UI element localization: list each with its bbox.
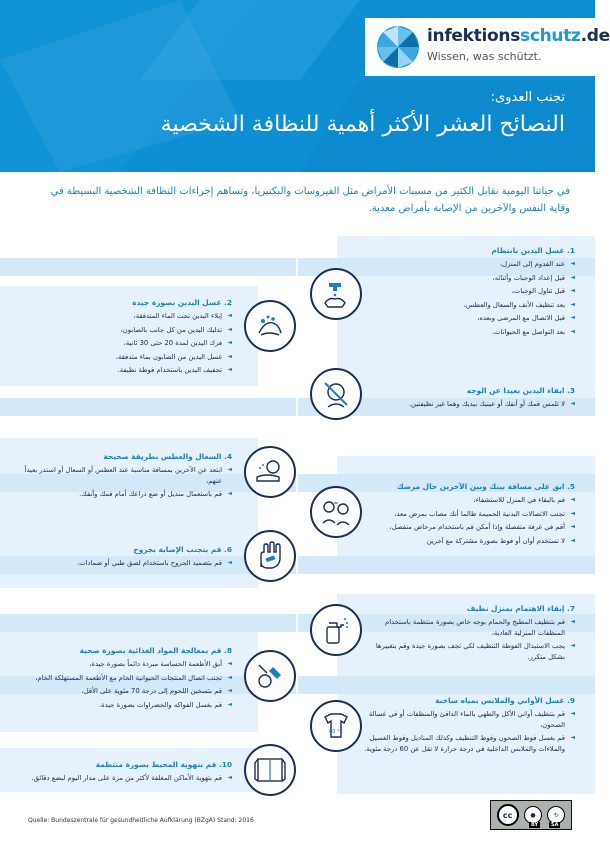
list-item: ◄ ابتعد عن الآخرين بمسافة مناسبة عند العطس أو السعال أو استدر بعيداً عنهم، xyxy=(16,465,232,486)
tip-4 xyxy=(16,452,232,503)
header-banner xyxy=(0,0,610,172)
open-window-icon xyxy=(244,744,296,796)
tip-9-list xyxy=(363,709,575,754)
list-item: ◄ قم بتهوية الأماكن المغلقة لأكثر من مرة على مدار اليوم لبضع دقائق. xyxy=(16,773,232,784)
list-item: ◄ قم بغسل الفواكه والخضراوات بصورة جيدة. xyxy=(16,700,232,711)
hands-lathering-icon xyxy=(244,300,296,352)
list-item: ◄ يجب الاستبدال الفوطة التنظيف لكي تجف بصورة جيدة وقم بتغييرها بشكل متكرر. xyxy=(363,641,575,662)
list-item: ◄ بعد التواصل مع الحيوانات. xyxy=(363,327,575,338)
list-item: ◄ قم باستعمال منديل أو ضع ذراعك أمام فمك وأنفك. xyxy=(16,489,232,500)
cc-license-badge[interactable] xyxy=(490,800,572,830)
tip-4-title: 4. السعال والعطس بطريقة صحيحة xyxy=(103,452,232,461)
hand-washing-tap-icon xyxy=(310,268,362,320)
brand-name: infektionsschutz.de xyxy=(427,26,610,46)
list-item: ◄ عند القدوم إلى المنزل، xyxy=(363,259,575,270)
logo[interactable] xyxy=(365,18,610,76)
license-sa-label: SA xyxy=(551,822,559,828)
tip-8-list xyxy=(16,659,232,710)
share-alike-icon: ↻ xyxy=(547,806,565,824)
tip-7-list xyxy=(363,617,575,662)
tip-3-title: 3. ابقاء اليدين بعيدا عن الوجه xyxy=(466,386,575,395)
tip-1 xyxy=(363,246,575,341)
intro-paragraph: في حياتنا اليومية نقابل الكثير من مسببات الأمراض مثل الفيروسات والبكتيريا، وتساهم إجراءات النظافة الشخصية البسيطة في وقاية النفس والآخرين من الإصابة بأمراض معدية. xyxy=(50,186,570,214)
cc-icon: cc xyxy=(497,804,519,826)
list-item: ◄ فرك اليدين لمدة 20 حتى 30 ثانية، xyxy=(16,338,232,349)
list-item: ◄ تجنب اتصال المنتجات الحيوانية الخام مع الأطعمة المستهلكة الخام، xyxy=(16,673,232,684)
list-item: ◄ قبل تناول الوجبات، xyxy=(363,286,575,297)
tip-9 xyxy=(363,696,575,757)
tip-2-title: 2. غسل اليدين بصورة جيدة xyxy=(132,298,232,307)
tip-4-list xyxy=(16,465,232,500)
list-item: ◄ لا تستخدم أوان أو فوط بصورة مشتركة مع آخرين xyxy=(363,536,575,547)
brand-tagline: Wissen, was schützt. xyxy=(427,50,542,63)
list-item: ◄ قم بتضميد الجروح باستخدام لصق طبي أو ضمادات. xyxy=(16,558,232,569)
tip-3 xyxy=(363,386,575,413)
tip-10-title: 10. قم بتهوية المحيط بصورة منتظمة xyxy=(95,760,232,769)
tip-6-title: 6. قم بتجنب الإصابة بجروح xyxy=(133,545,232,554)
distance-sick-icon xyxy=(310,486,362,538)
tip-8-title: 8. قم بمعالجة المواد الغذائية بصورة صحية xyxy=(79,646,232,655)
list-item: ◄ تجنب الاتصالات البدنية الحميمة طالما أنك مصاب بمرض معد، xyxy=(363,509,575,520)
tip-5-title: 5. ابق على مسافة بينك وبين الآخرين حال مرضك xyxy=(396,482,575,491)
food-prep-icon xyxy=(244,650,296,702)
page-kicker: تجنب العدوى: xyxy=(490,90,565,105)
tip-1-list xyxy=(363,259,575,338)
tip-2 xyxy=(16,298,232,379)
list-item: ◄ قم بتسخين اللحوم إلى درجة 70 مئوية على الأقل، xyxy=(16,686,232,697)
list-item: ◄ قم بغسل فوط الصحون وفوط التنظيف وكذلك المناديل وفوط الغسيل والملاءات والملابس الداخلية في درجة حرارة لا تقل عن 60 درجة مئوية. xyxy=(363,733,575,754)
tip-10 xyxy=(16,760,232,787)
laundry-60-icon xyxy=(310,700,362,752)
list-item: ◄ تدليك اليدين من كل جانب بالصابون، xyxy=(16,325,232,336)
tip-8 xyxy=(16,646,232,713)
tip-7-title: 7. إبقاء الاهتمام بمنزل نظيف xyxy=(466,604,575,613)
sneeze-into-elbow-icon xyxy=(244,446,296,498)
no-face-touch-icon xyxy=(310,368,362,420)
list-item: ◄ إبلاء اليدين تحت الماء المتدفقة، xyxy=(16,311,232,322)
laundry-temp-label: 60 °C xyxy=(329,729,343,735)
list-item: ◄ أقم في غرفة منفصلة وإذا أمكن قم باستخدام مرحاض منفصل، xyxy=(363,522,575,533)
list-item: ◄ لا تلمس فمك أو أنفك أو عينيك بيديك وهما غير نظيفتين. xyxy=(363,399,575,410)
tip-6 xyxy=(16,545,232,572)
list-item: ◄ بعد تنظيف الأنف والسعال والعطس، xyxy=(363,300,575,311)
tip-5 xyxy=(363,482,575,549)
tip-3-list xyxy=(363,399,575,410)
tip-7 xyxy=(363,604,575,665)
source-credit: Quelle: Bundeszentrale für gesundheitliche Aufklärung (BZgA) Stand: 2016 xyxy=(28,817,254,824)
tip-5-list xyxy=(363,495,575,546)
list-item: ◄ قبل الاتصال مع المرضى وبعده، xyxy=(363,313,575,324)
tip-9-title: 9. غسل الأواني والملابس بمياه ساخنة xyxy=(435,696,575,705)
bandaged-hand-icon xyxy=(244,530,296,582)
tip-6-list xyxy=(16,558,232,569)
attribution-icon: ● xyxy=(524,806,542,824)
tip-1-title: 1. غسل اليدين بانتظام xyxy=(491,246,575,255)
tip-10-list xyxy=(16,773,232,784)
umbrella-logo-icon xyxy=(375,24,421,70)
list-item: ◄ تجفيف اليدين باستخدام فوطة نظيفة. xyxy=(16,365,232,376)
page-title: النصائح العشر الأكثر أهمية للنظافة الشخصية xyxy=(160,112,565,137)
list-item: ◄ قم بالبقاء في المنزل للاستشفاء، xyxy=(363,495,575,506)
list-item: ◄ أبق الأطعمة الحساسة مبردة دائماً بصورة جيدة، xyxy=(16,659,232,670)
list-item: ◄ قبل إعداد الوجبات وأثنائه، xyxy=(363,273,575,284)
cleaning-spray-icon xyxy=(310,604,362,656)
list-item: ◄ غسل اليدين من الصابون بماء متدفقة، xyxy=(16,352,232,363)
license-by-label: BY xyxy=(531,822,539,828)
tip-2-list xyxy=(16,311,232,376)
list-item: ◄ قم بتنظيف أواني الأكل والطهي بالماء الدافئ والمنظفات أو في غسالة الصحون، xyxy=(363,709,575,730)
list-item: ◄ قم بتنظيف المطبخ والحمام بوجه خاص بصورة منتظمة باستخدام المنظفات المنزلية العادية، xyxy=(363,617,575,638)
